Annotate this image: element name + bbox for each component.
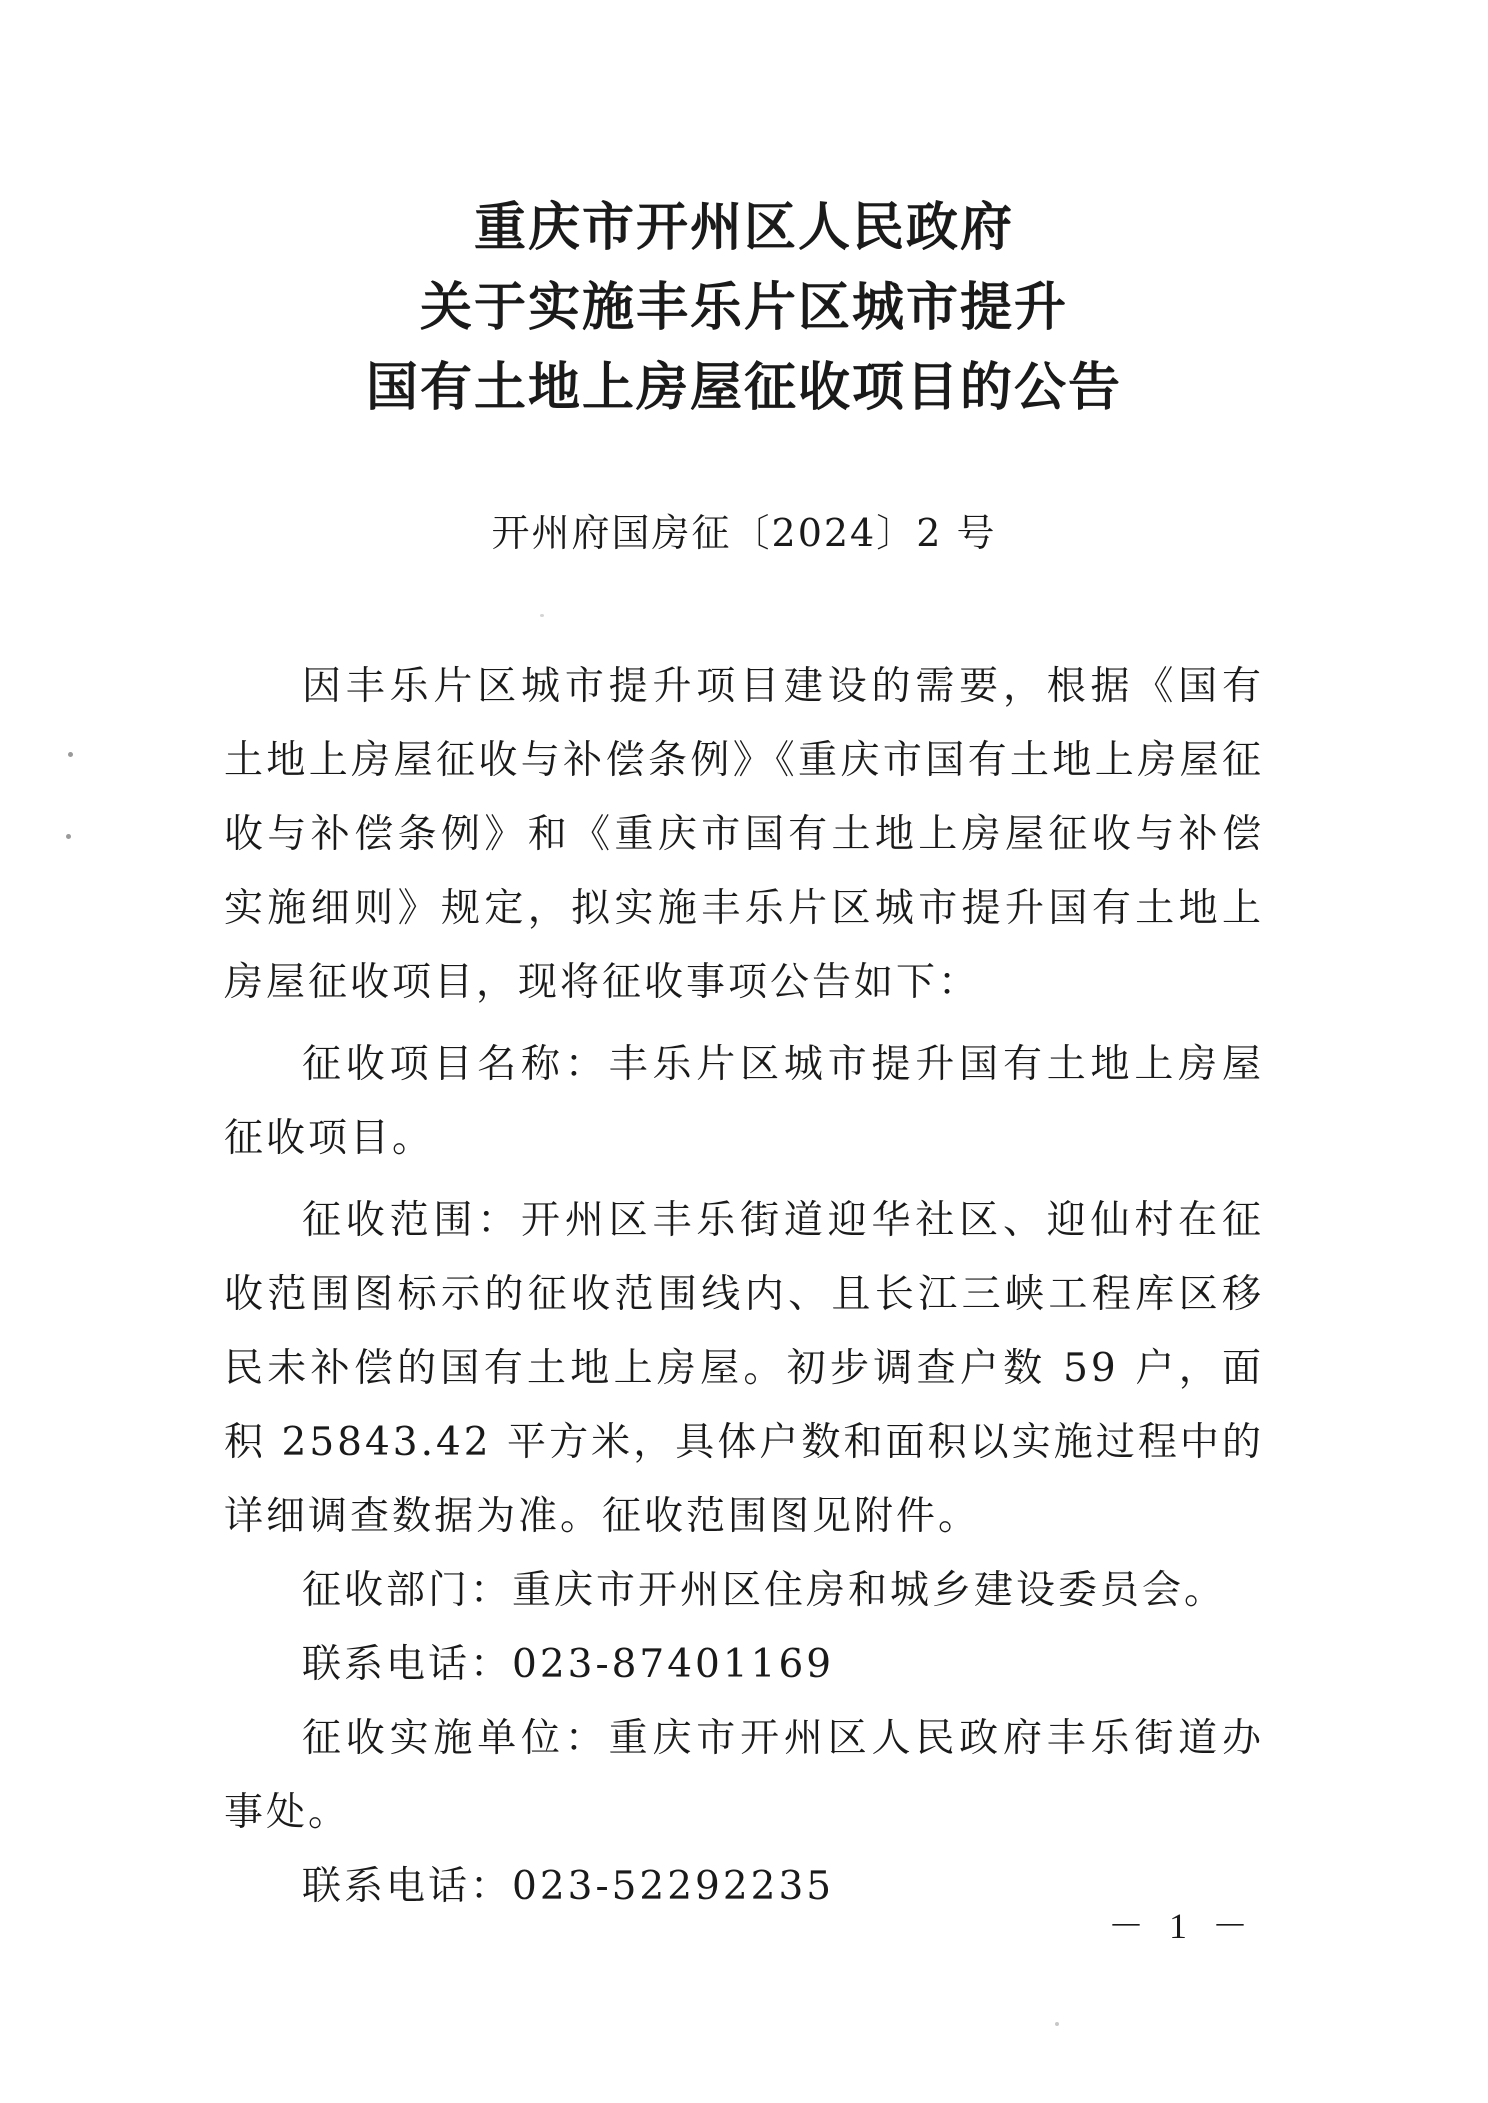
scan-speck (540, 614, 544, 617)
title-line-3: 国有土地上房屋征收项目的公告 (365, 357, 1122, 418)
document-title (0, 188, 1488, 428)
title-line-2: 关于实施丰乐片区城市提升 (419, 277, 1068, 338)
page-number: － 1 － (1107, 1906, 1256, 1946)
intro-paragraph: 因丰乐片区城市提升项目建设的需要，根据《国有土地上房屋征收与补偿条例》《重庆市国有土地上房屋征收与补偿条例》和《重庆市国有土地上房屋征收与补偿实施细则》规定，拟实施丰乐片区城市提升国有土地上房屋征收项目，现将征收事项公告如下： (224, 664, 1264, 1005)
document-body (224, 650, 1264, 1924)
implementing-unit-phone: 联系电话：023-52292235 (302, 1864, 835, 1909)
scan-speck (66, 834, 71, 839)
department-paragraph: 征收部门：重庆市开州区住房和城乡建设委员会。 (302, 1568, 1227, 1613)
implementing-unit-paragraph: 征收实施单位：重庆市开州区人民政府丰乐街道办事处。 (224, 1716, 1264, 1835)
scope-paragraph: 征收范围：开州区丰乐街道迎华社区、迎仙村在征收范围图标示的征收范围线内、且长江三峡工程库区移民未补偿的国有土地上房屋。初步调查户数 59 户，面积 25843.42 平方米，具体户数和面积以实施过程中的详细调查数据为准。征收范围图见附件。 (224, 1198, 1264, 1539)
scan-speck (68, 752, 73, 757)
project-name-paragraph: 征收项目名称：丰乐片区城市提升国有土地上房屋征收项目。 (224, 1042, 1264, 1161)
title-line-1: 重庆市开州区人民政府 (473, 197, 1014, 258)
scan-speck (1055, 2022, 1059, 2026)
department-phone: 联系电话：023-87401169 (302, 1642, 835, 1687)
document-number: 开州府国房征〔2024〕2 号 (491, 511, 997, 555)
